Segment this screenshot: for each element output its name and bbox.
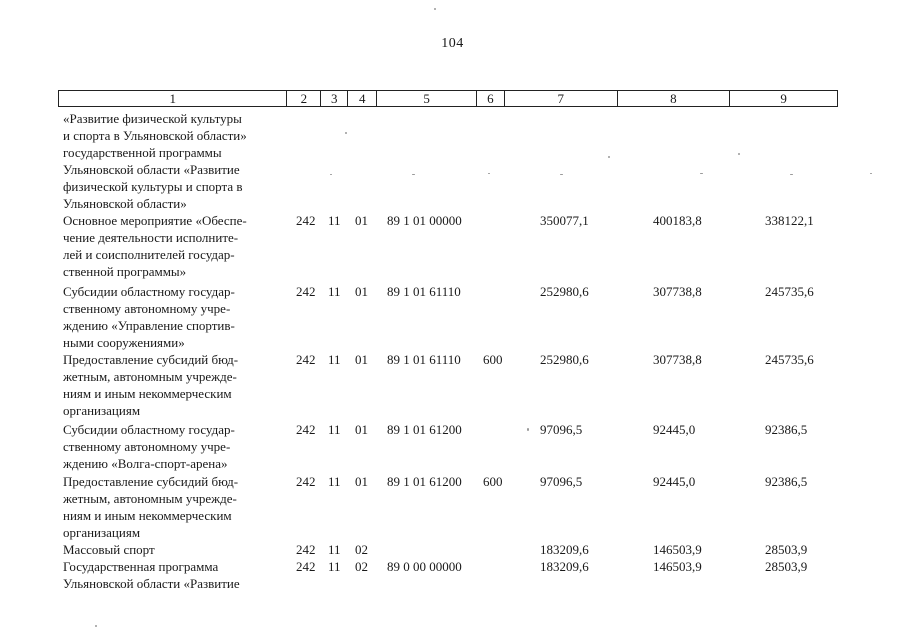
row-description: Субсидии областному государ- ственному автономному учре- ждению «Волга-спорт-арена» <box>63 422 235 471</box>
scan-speck <box>434 8 436 10</box>
scan-speck <box>560 174 563 175</box>
code-column-4: 01 <box>355 284 368 299</box>
code-column-4: 01 <box>355 352 368 367</box>
row-description: Государственная программа Ульяновской области «Развитие <box>63 559 240 591</box>
amount-column-7: 252980,6 <box>540 284 589 299</box>
amount-column-7: 350077,1 <box>540 213 589 228</box>
code-column-2: 242 <box>296 213 316 228</box>
code-column-4: 01 <box>355 474 368 489</box>
code-column-6: 600 <box>483 352 503 367</box>
amount-column-7: 183209,6 <box>540 559 589 574</box>
code-column-5: 89 1 01 61110 <box>387 352 461 367</box>
scan-speck <box>345 132 347 134</box>
header-cell-5: 5 <box>377 91 477 106</box>
amount-column-8: 400183,8 <box>653 213 702 228</box>
amount-column-9: 92386,5 <box>765 422 808 437</box>
amount-column-9: 245735,6 <box>765 284 814 299</box>
amount-column-7: 97096,5 <box>540 422 583 437</box>
code-column-2: 242 <box>296 542 316 557</box>
scan-speck <box>412 174 415 175</box>
scan-speck <box>330 174 332 175</box>
code-column-4: 01 <box>355 213 368 228</box>
amount-column-8: 307738,8 <box>653 284 702 299</box>
code-column-3: 11 <box>328 284 341 299</box>
code-column-3: 11 <box>328 474 341 489</box>
amount-column-8: 146503,9 <box>653 559 702 574</box>
scan-speck <box>870 173 872 174</box>
code-column-4: 02 <box>355 559 368 574</box>
code-column-4: 02 <box>355 542 368 557</box>
code-column-2: 242 <box>296 422 316 437</box>
code-column-3: 11 <box>328 422 341 437</box>
header-cell-3: 3 <box>321 91 348 106</box>
scan-speck <box>95 625 97 627</box>
row-description: Основное мероприятие «Обеспе- чение деятельности исполните- лей и соисполнителей государ- ственной программы» <box>63 213 247 279</box>
code-column-6: 600 <box>483 474 503 489</box>
code-column-5: 89 0 00 00000 <box>387 559 462 574</box>
row-description: Предоставление субсидий бюд- жетным, автономным учрежде- ниям и иным некоммерческим организациям <box>63 352 239 418</box>
amount-column-7: 97096,5 <box>540 474 583 489</box>
header-cell-9: 9 <box>780 91 787 106</box>
scan-speck <box>790 174 793 175</box>
header-cell-2: 2 <box>287 91 321 106</box>
code-column-5: 89 1 01 61200 <box>387 474 462 489</box>
header-cell-7: 7 <box>505 91 618 106</box>
code-column-5: 89 1 01 61200 <box>387 422 462 437</box>
row-description: Массовый спорт <box>63 542 155 557</box>
amount-column-9: 28503,9 <box>765 559 808 574</box>
amount-column-9: 338122,1 <box>765 213 814 228</box>
code-column-5: 89 1 01 00000 <box>387 213 462 228</box>
amount-column-7: 183209,6 <box>540 542 589 557</box>
code-column-2: 242 <box>296 284 316 299</box>
page-number: 104 <box>441 36 464 51</box>
row-description: Субсидии областному государ- ственному автономному учре- ждению «Управление спортив- ными сооружениями» <box>63 284 235 350</box>
code-column-2: 242 <box>296 559 316 574</box>
scan-speck <box>700 173 703 174</box>
code-column-3: 11 <box>328 542 341 557</box>
amount-column-9: 245735,6 <box>765 352 814 367</box>
header-cell-4: 4 <box>348 91 377 106</box>
header-cell-6: 6 <box>477 91 505 106</box>
code-column-2: 242 <box>296 474 316 489</box>
amount-column-7: 252980,6 <box>540 352 589 367</box>
amount-column-8: 307738,8 <box>653 352 702 367</box>
scan-speck <box>738 153 740 155</box>
amount-column-9: 28503,9 <box>765 542 808 557</box>
scan-speck <box>608 156 610 158</box>
code-column-4: 01 <box>355 422 368 437</box>
header-cell-1: 1 <box>59 91 287 106</box>
amount-column-9: 92386,5 <box>765 474 808 489</box>
code-column-3: 11 <box>328 559 341 574</box>
row-description: Предоставление субсидий бюд- жетным, автономным учрежде- ниям и иным некоммерческим организациям <box>63 474 239 540</box>
scan-speck <box>488 173 490 174</box>
scan-speck <box>527 428 529 431</box>
header-cell-8: 8 <box>618 91 731 106</box>
amount-column-8: 92445,0 <box>653 474 696 489</box>
row-description: «Развитие физической культуры и спорта в Ульяновской области» государственной программы Ульяновской области «Развитие физической культуры и спорта в Ульяновской области» <box>63 111 247 211</box>
amount-column-8: 92445,0 <box>653 422 696 437</box>
code-column-3: 11 <box>328 352 341 367</box>
amount-column-8: 146503,9 <box>653 542 702 557</box>
code-column-5: 89 1 01 61110 <box>387 284 461 299</box>
code-column-3: 11 <box>328 213 341 228</box>
code-column-2: 242 <box>296 352 316 367</box>
table-header <box>58 90 838 107</box>
